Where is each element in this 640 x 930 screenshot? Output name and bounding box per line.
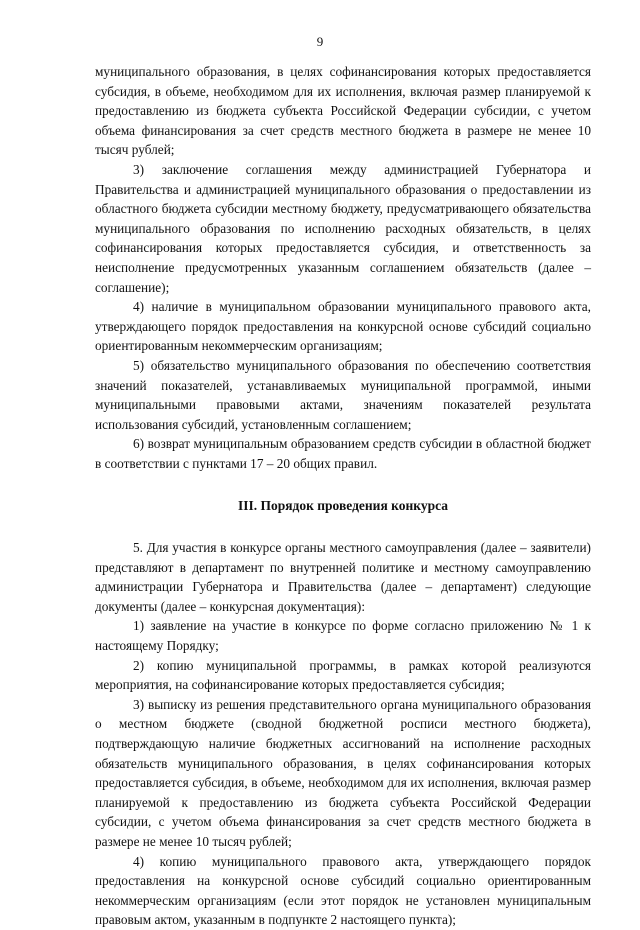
list-item-4: 4) наличие в муниципальном образовании муниципального правового акта, утверждающего порядок предоставления на конкурсной основе субсидий социально ориентированным некоммерческим организациям; bbox=[95, 299, 591, 354]
page-number: 9 bbox=[316, 34, 324, 49]
section-heading: III. Порядок проведения конкурса bbox=[237, 498, 449, 514]
document-body bbox=[95, 62, 591, 930]
list-item-6: 6) возврат муниципальным образованием средств субсидии в областной бюджет в соответствии с пунктами 17 – 20 общих правил. bbox=[95, 436, 591, 471]
clause-5-item-4: 4) копию муниципального правового акта, утверждающего порядок предоставления на конкурсной основе субсидий социально ориентированным некоммерческим организациям (если этот порядок не установлен муниципальным правовым актом, указанным в подпункте 2 настоящего пункта); bbox=[95, 853, 591, 928]
paragraph-continuation: муниципального образования, в целях софинансирования которых предоставляется субсидия, в объеме, необходимом для их исполнения, включая размер планируемой к предоставлению из бюджета субъекта Российской Федерации субсидии, с учетом объема финансирования за счет средств местного бюджета в размере не менее 10 тысяч рублей; bbox=[95, 64, 591, 158]
clause-5-item-2: 2) копию муниципальной программы, в рамках которой реализуются мероприятия, на софинансирование которых предоставляется субсидия; bbox=[95, 657, 591, 693]
clause-5-item-1: 1) заявление на участие в конкурсе по форме согласно приложению № 1 к настоящему Порядку; bbox=[95, 618, 591, 654]
clause-5-item-3: 3) выписку из решения представительного органа муниципального образования о местном бюджете (сводной бюджетной росписи местного бюджета), подтверждающую наличие бюджетных ассигнований на исполнение расходных обязательств муниципального образования, в целях софинансирования которых предоставляется субсидия, в объеме, необходимом для их исполнения, включая размер планируемой к предоставлению из бюджета субъекта Российской Федерации субсидии, с учетом объема финансирования за счет средств местного бюджета в размере не менее 10 тысяч рублей; bbox=[95, 696, 591, 849]
clause-5: 5. Для участия в конкурсе органы местного самоуправления (далее – заявители) представляют в департамент по внутренней политике и местному самоуправлению администрации Губернатора и Правительства (далее – департамент) следующие документы (далее – конкурсная документация): bbox=[95, 540, 591, 614]
list-item-3: 3) заключение соглашения между администрацией Губернатора и Правительства и администрацией муниципального образования о предоставлении из областного бюджета субсидии местному бюджету, предусматривающего обязательства муниципального образования по исполнению расходных обязательств, в целях софинансирования которых предоставляется субсидия, и ответственность за неисполнение предусмотренных указанным соглашением обязательств (далее – соглашение); bbox=[95, 161, 591, 295]
list-item-5: 5) обязательство муниципального образования по обеспечению соответствия значений показателей, устанавливаемых муниципальной программой, иными муниципальными правовыми актами, значениям показателей результата использования субсидий, установленным соглашением; bbox=[95, 357, 591, 432]
